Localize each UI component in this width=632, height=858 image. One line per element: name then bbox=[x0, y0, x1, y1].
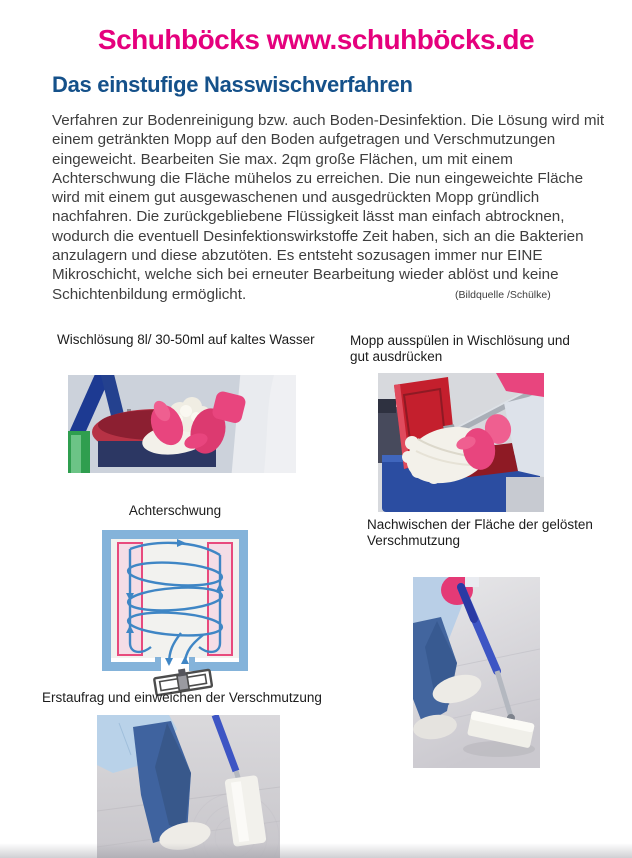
nachwischen-photo-art bbox=[413, 577, 540, 768]
achterschwung-diagram-art bbox=[97, 527, 253, 671]
caption-erstauftrag: Erstaufrag und einweichen der Verschmutzung bbox=[42, 690, 322, 705]
caption-achterschwung: Achterschwung bbox=[128, 503, 222, 518]
intro-paragraph: Verfahren zur Bodenreinigung bzw. auch Boden-Desinfektion. Die Lösung wird mit einem getränkten Mopp auf den Boden aufgetragen und Verschmutzungen eingeweicht. Bearbeiten Sie max. 2qm große Flächen, um mit einem Achterschwung die Fläche mühelos zu erreichen. Die nun eingeweichte Fläche wird mit einem gut ausgewaschenen und ausgedrückten Mopp gründlich nachfahren. Die zurückgebliebene Flüssigkeit lässt man einfach abtrocknen, wodurch die eventuell Desinfektionswirkstoffe Zeit haben, sich an die Bakterien anzulagern und diese abzutöten. Es entsteht sozusagen immer nur EINE Mikroschicht, welche sich bei erneuter Bearbeitung wieder ablöst und keine Schichtenbildung ermöglicht. bbox=[52, 112, 605, 303]
page-bottom-fade bbox=[0, 843, 632, 858]
image-source-credit: (Bildquelle /Schülke) bbox=[455, 289, 551, 301]
achterschwung-diagram bbox=[97, 527, 253, 671]
ausspuelen-photo-art bbox=[378, 373, 544, 512]
erstauftrag-photo bbox=[97, 715, 280, 858]
erstauftrag-photo-art bbox=[97, 715, 280, 858]
site-title: Schuhböcks www.schuhböcks.de bbox=[97, 24, 535, 55]
caption-nachwischen: Nachwischen der Fläche der gelösten Verschmutzung bbox=[367, 517, 593, 548]
wischloesung-photo-art bbox=[68, 375, 296, 473]
caption-ausspuelen: Mopp ausspülen in Wischlösung und gut ausdrücken bbox=[350, 333, 570, 364]
nachwischen-photo bbox=[413, 577, 540, 768]
ausspuelen-photo bbox=[378, 373, 544, 512]
wischloesung-photo bbox=[68, 375, 296, 473]
page-title: Das einstufige Nasswischverfahren bbox=[52, 72, 413, 97]
caption-wischloesung: Wischlösung 8l/ 30-50ml auf kaltes Wasser bbox=[57, 332, 315, 347]
